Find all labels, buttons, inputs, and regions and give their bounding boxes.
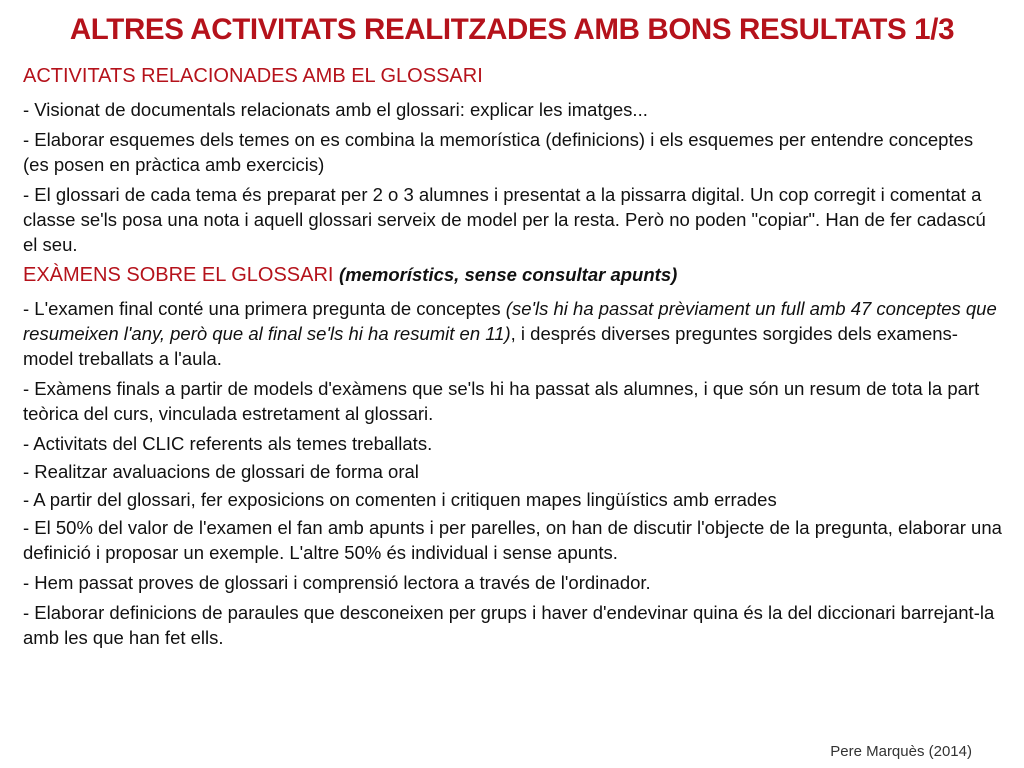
list-item: - Elaborar esquemes dels temes on es combina la memorística (definicions) i els esquemes per entendre conceptes (es posen en pràctica amb exercicis): [23, 129, 974, 175]
list-item: - Hem passat proves de glossari i comprensió lectora a través de l'ordinador.: [23, 572, 651, 593]
list-item: - Activitats del CLIC referents als temes treballats.: [23, 433, 433, 454]
list-item: - Visionat de documentals relacionats amb el glossari: explicar les imatges...: [23, 99, 648, 120]
list-item: - Exàmens finals a partir de models d'exàmens que se'ls hi ha passat als alumnes, i que són un resum de tota la part teòrica del curs, vinculada estretament al glossari.: [23, 378, 980, 424]
list-item-final-exam: [23, 296, 1003, 371]
section-heading-text: ACTIVITATS RELACIONADES AMB EL GLOSSARI: [23, 65, 483, 87]
section-glossary-activities: [23, 64, 1003, 257]
list-item: - A partir del glossari, fer exposicions on comenten i critiquen mapes lingüístics amb errades: [23, 489, 777, 510]
list-item: - El 50% del valor de l'examen el fan amb apunts i per parelles, on han de discutir l'objecte de la pregunta, elaborar una definició i proposar un exemple. L'altre 50% és individual i sense apunts.: [23, 517, 1002, 563]
section-heading-glossary-activities: [23, 64, 1003, 89]
slide-content: [23, 64, 1003, 655]
list-item: - Realitzar avaluacions de glossari de forma oral: [23, 461, 419, 482]
list-item: - El glossari de cada tema és preparat per 2 o 3 alumnes i presentat a la pissarra digital. Un cop corregit i comentat a classe se'ls posa una nota i aquell glossari serveix de model per la resta. Però no poden "copiar". Han de fer cadascú el seu.: [23, 184, 986, 255]
list-item: - Elaborar definicions de paraules que desconeixen per grups i haver d'endevinar quina és la del diccionari barrejant-la amb les que han fet ells.: [23, 602, 995, 648]
section-heading-note: (memorístics, sense consultar apunts): [339, 264, 678, 285]
section-heading-glossary-exams: [23, 262, 1003, 288]
section-heading-text: EXÀMENS SOBRE EL GLOSSARI: [23, 264, 334, 286]
exam-text-after: , i després diverses preguntes sorgides dels examens-model treballats a l'aula.: [23, 323, 958, 369]
slide-title: ALTRES ACTIVITATS REALITZADES AMB BONS RESULTATS 1/3: [69, 13, 955, 46]
section-glossary-exams: [23, 262, 1003, 650]
exam-text-italic: (se'ls hi ha passat prèviament un full amb 47 conceptes que resumeixen l'any, però que al final se'ls hi ha resumit en 11): [23, 298, 997, 344]
footer-credit: Pere Marquès (2014): [830, 743, 972, 760]
exam-text-before: - L'examen final conté una primera pregunta de conceptes: [23, 298, 506, 319]
